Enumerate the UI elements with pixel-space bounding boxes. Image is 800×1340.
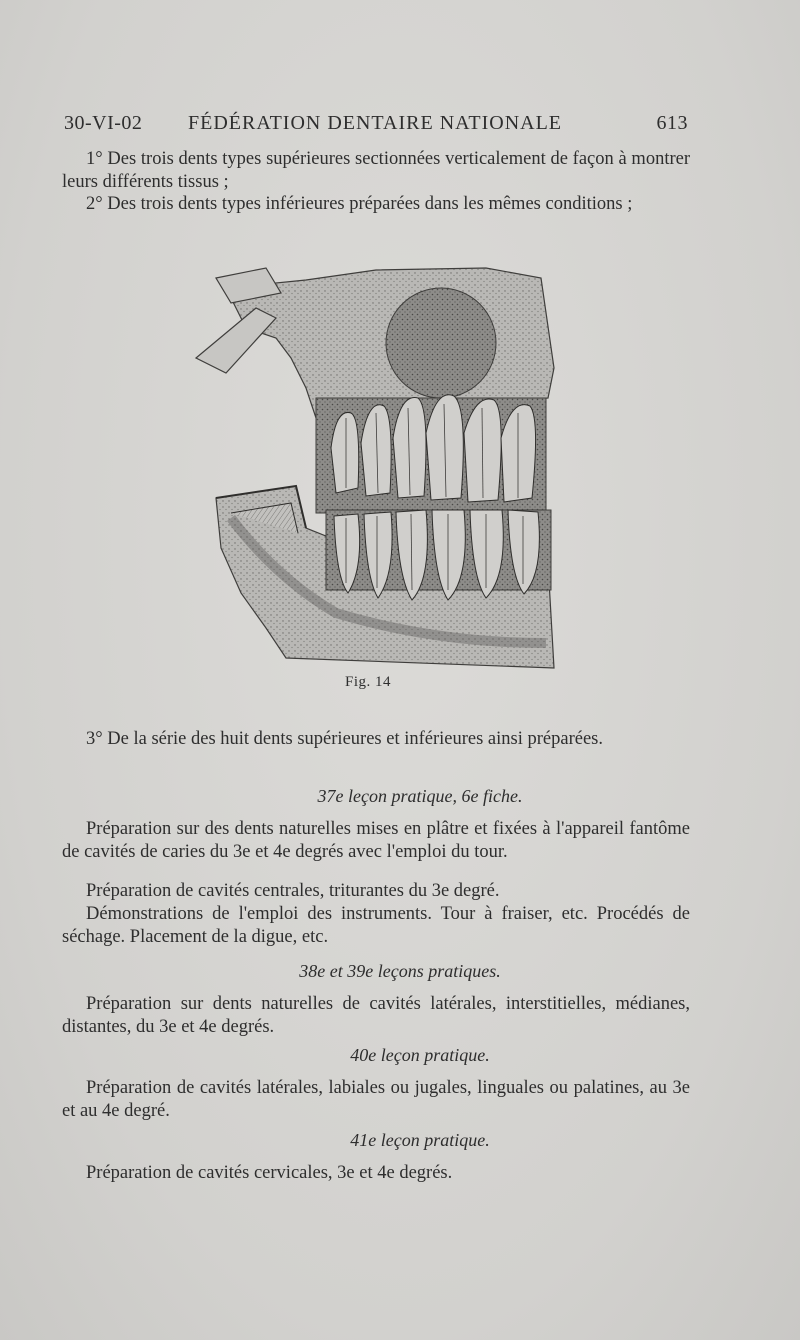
paragraph-item-1: 1° Des trois dents types supérieures sectionnées verticalement de façon à montrer leurs différents tissus ; [62, 149, 690, 192]
section-heading-40: 40e leçon pratique. [350, 1045, 490, 1065]
page-number: 613 [656, 112, 688, 134]
paragraph-item-2: 2° Des trois dents types inférieures préparées dans les mêmes conditions ; [86, 194, 633, 214]
running-header [64, 112, 688, 142]
header-date: 30-VI-02 [64, 112, 143, 134]
paragraph-item-3: 3° De la série des huit dents supérieures et inférieures ainsi préparées. [86, 729, 603, 749]
header-journal-title: FÉDÉRATION DENTAIRE NATIONALE [188, 112, 563, 134]
jaw-section-engraving [186, 248, 566, 670]
section-heading-38: 38e et 39e leçons pratiques. [299, 961, 501, 981]
paragraph-item-7: Préparation sur dents naturelles de cavités latérales, interstitielles, médianes, distantes, du 3e et 4e degrés. [62, 994, 690, 1037]
section-heading-37: 37e leçon pratique, 6e fiche. [317, 786, 523, 806]
paragraph-item-6: Démonstrations de l'emploi des instruments. Tour à fraiser, etc. Procédés de séchage. Placement de la digue, etc. [62, 904, 690, 947]
figure-jaw-illustration [186, 248, 566, 670]
section-heading-41: 41e leçon pratique. [350, 1130, 490, 1150]
paragraph-item-8: Préparation de cavités latérales, labiales ou jugales, linguales ou palatines, au 3e et au 4e degré. [62, 1078, 690, 1121]
paragraph-item-9: Préparation de cavités cervicales, 3e et 4e degrés. [86, 1163, 453, 1183]
figure-caption: Fig. 14 [345, 674, 392, 690]
paragraph-item-5: Préparation de cavités centrales, triturantes du 3e degré. [86, 881, 500, 901]
paragraph-item-4: Préparation sur des dents naturelles mises en plâtre et fixées à l'appareil fantôme de cavités de caries du 3e et 4e degrés avec l'emploi du tour. [62, 819, 690, 862]
